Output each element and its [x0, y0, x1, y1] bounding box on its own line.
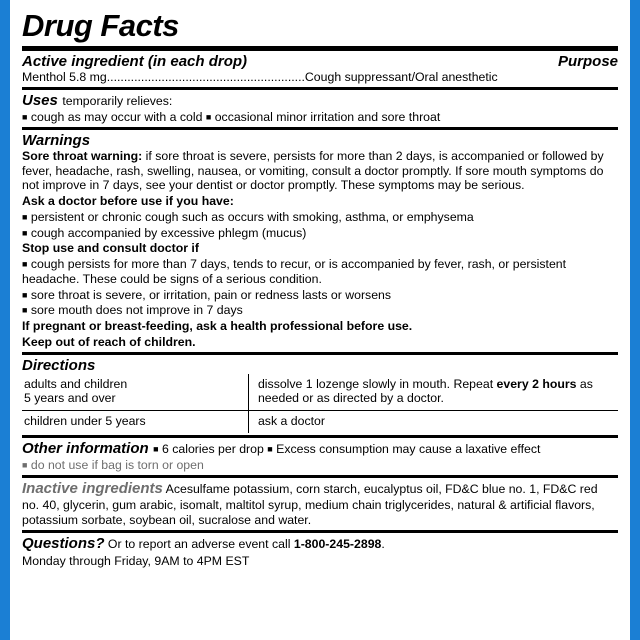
- directions-table: [22, 374, 618, 433]
- warnings-section: [22, 132, 618, 350]
- directions-who-1: [22, 411, 248, 433]
- uses-item-1: occasional minor irritation and sore throat: [214, 109, 441, 124]
- active-ingredient-name: Menthol 5.8 mg: [22, 69, 107, 84]
- uses-heading: Uses: [22, 91, 58, 109]
- stop-use-heading: Stop use and consult doctor if: [22, 241, 199, 256]
- uses-items: [22, 110, 618, 125]
- directions-instruction-0-bold: every 2 hours: [496, 376, 577, 391]
- other-information-items: [153, 442, 540, 456]
- active-ingredient-heading: Active ingredient (in each drop): [22, 52, 248, 70]
- directions-section: [22, 357, 618, 433]
- ask-doctor-heading: Ask a doctor before use if you have:: [22, 194, 234, 209]
- background-right-edge: [632, 0, 640, 640]
- other-information-note: [22, 458, 618, 473]
- page-title: Drug Facts: [22, 8, 179, 43]
- divider-active: [22, 87, 618, 90]
- uses-section: [22, 92, 618, 125]
- questions-hours: Monday through Friday, 9AM to 4PM EST: [22, 553, 250, 568]
- questions-period: .: [381, 537, 385, 552]
- sore-throat-text: if sore throat is severe, persists for more than 2 days, is accompanied or followed by fever, headache, rash, swelling, nausea, or vomiting, consult a doctor promptly. If sore mouth symptoms do not improve in 7 days, see your dentist or doctor promptly. These symptoms may be serious.: [22, 148, 604, 193]
- bullet-square-icon: ■: [22, 227, 28, 238]
- stop-use-item-2-text: sore mouth does not improve in 7 days: [30, 303, 243, 318]
- bullet-square-icon: ■: [22, 305, 28, 316]
- bullet-square-icon: ■: [267, 443, 273, 454]
- ask-doctor-item-0-text: persistent or chronic cough such as occurs with smoking, asthma, or emphysema: [30, 209, 474, 224]
- bullet-square-icon: ■: [22, 111, 28, 122]
- stop-use-item-0: [22, 257, 618, 287]
- directions-who-0-line1: adults and children: [24, 376, 128, 391]
- divider-inactive: [22, 530, 618, 533]
- other-information-item-0: 6 calories per drop: [161, 441, 264, 456]
- divider-title: [22, 46, 618, 51]
- divider-uses: [22, 127, 618, 130]
- stop-use-item-1: [22, 288, 618, 303]
- purpose-heading: Purpose: [557, 52, 618, 70]
- drug-facts-panel: [10, 0, 630, 640]
- background-left-edge: [0, 0, 10, 640]
- questions-text: Or to report an adverse event call: [104, 537, 294, 552]
- sore-throat-warning: [22, 149, 618, 193]
- directions-heading: Directions: [22, 356, 96, 374]
- bullet-square-icon: ■: [22, 259, 28, 270]
- inactive-ingredients-heading: Inactive ingredients: [22, 479, 163, 497]
- active-ingredient-dots: ..........................................................: [106, 69, 305, 84]
- inactive-ingredients-text: Acesulfame potassium, corn starch, eucalyptus oil, FD&C blue no. 1, FD&C red no. 40, glycerin, gum arabic, isomalt, maltitol syrup, medium chain triglycerides, natural & artificial flavors, potassium sorbate, soybean oil, sucralose and water.: [22, 481, 598, 528]
- uses-item-0: cough as may occur with a cold: [30, 109, 203, 124]
- inactive-ingredients-section: [22, 480, 618, 528]
- bullet-square-icon: ■: [153, 443, 159, 454]
- keep-out-of-reach: Keep out of reach of children.: [22, 334, 196, 349]
- active-ingredient-line: [22, 70, 618, 85]
- table-row: [22, 411, 618, 433]
- divider-directions: [22, 435, 618, 438]
- bullet-square-icon: ■: [22, 211, 28, 222]
- uses-intro: temporarily relieves:: [62, 93, 173, 108]
- stop-use-item-2: [22, 303, 618, 318]
- active-ingredient-purpose: Cough suppressant/Oral anesthetic: [304, 69, 498, 84]
- ask-doctor-item-1: [22, 226, 618, 241]
- directions-instruction-1: [248, 411, 618, 433]
- directions-instruction-0-a: dissolve 1 lozenge slowly in mouth. Repeat: [257, 376, 497, 391]
- directions-instruction-1-a: ask a doctor: [257, 414, 325, 429]
- ask-doctor-item-1-text: cough accompanied by excessive phlegm (mucus): [30, 225, 307, 240]
- directions-who-0-line2: 5 years and over: [24, 391, 116, 406]
- questions-phone[interactable]: 1-800-245-2898: [293, 537, 382, 552]
- directions-who-0: [22, 374, 248, 411]
- bullet-square-icon: ■: [205, 111, 212, 122]
- directions-instruction-0: [248, 374, 618, 411]
- questions-heading: Questions?: [22, 535, 105, 553]
- other-information-heading: Other information: [22, 439, 149, 457]
- bullet-square-icon: ■: [22, 289, 28, 300]
- table-row: [22, 374, 618, 411]
- questions-section: [22, 535, 618, 569]
- ask-doctor-item-0: [22, 210, 618, 225]
- directions-who-1-line1: children under 5 years: [24, 414, 146, 429]
- other-information-section: [22, 440, 618, 473]
- stop-use-item-0-text: cough persists for more than 7 days, tends to recur, or is accompanied by fever, rash, or persistent headache. These could be signs of a serious condition.: [22, 257, 567, 286]
- stop-use-item-1-text: sore throat is severe, or irritation, pain or redness lasts or worsens: [30, 287, 392, 302]
- sore-throat-label: Sore throat warning:: [22, 148, 143, 163]
- other-information-note-text: do not use if bag is torn or open: [30, 457, 204, 472]
- warnings-heading: Warnings: [22, 131, 91, 149]
- divider-other-information: [22, 475, 618, 478]
- directions-instruction-0-b: as needed or as directed by a doctor.: [257, 376, 593, 406]
- bullet-square-icon: ■: [22, 459, 28, 470]
- pregnancy-warning: If pregnant or breast-feeding, ask a health professional before use.: [22, 319, 413, 334]
- active-ingredient-section: [22, 53, 618, 85]
- other-information-item-1: Excess consumption may cause a laxative effect: [276, 441, 541, 456]
- divider-warnings: [22, 352, 618, 355]
